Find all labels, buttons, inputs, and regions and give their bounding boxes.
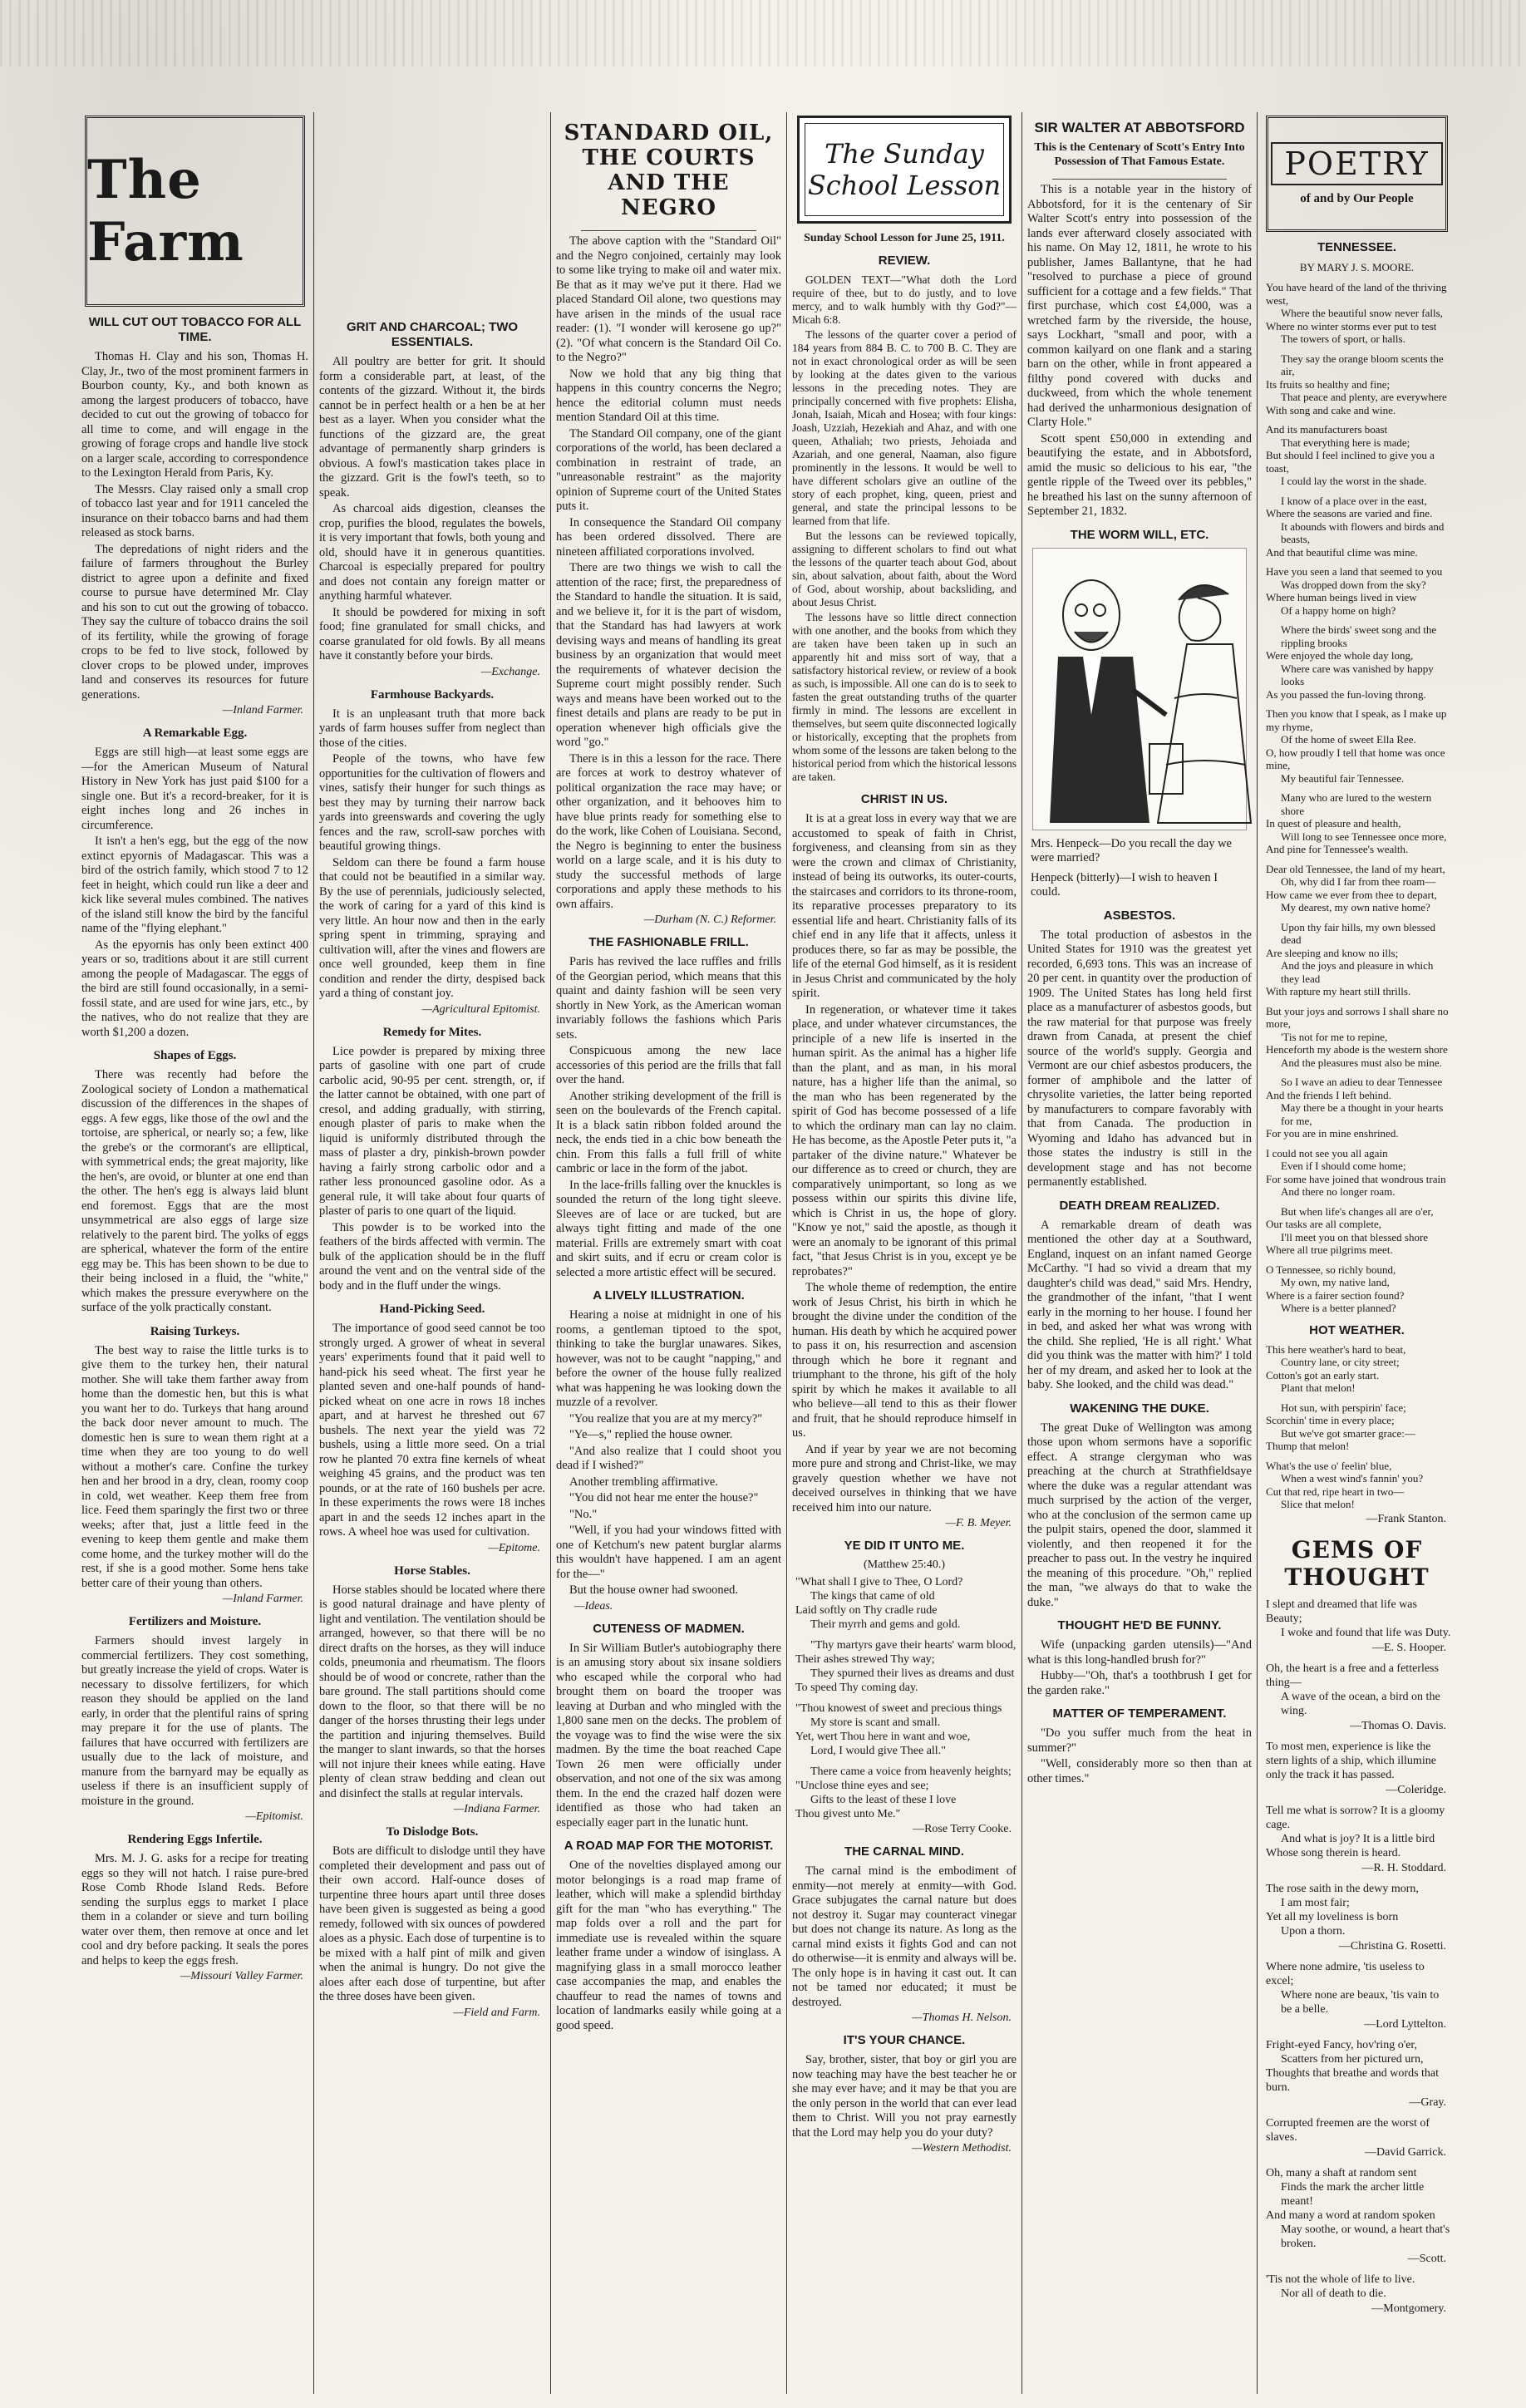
article-paragraph: In regeneration, or whatever time it takes place, and under whatever circumstances, the principle of a new life is inserted in the human spirit. As the animal has a higher life than the plant, and as man, in his moral nature, has a higher life than the animal, so the man who has been regenerated by the spirit of God has become possessed of a life to which the ordinary man can lay no claim. He has become, as the Apostle Peter puts it, "a partaker of the divine nature." Whatever be our difference as to creed or church, they are comparatively unimportant, so long as we possess within our spirits this divine life, which is Christ in us, the hope of glory. "Know ye not," said the apostle, as though it were an anomaly to be ignorant of this primal fact, "that Jesus Christ is in you, except ye be reprobates?"	[792, 1002, 1017, 1278]
gem-quote	[1263, 1662, 1451, 1718]
article-paragraph: A remarkable dream of death was mentioned the other day at a Southward, England, inquest on an infant named George McCarthy. "I had so vivid a dream that my daughter's child was dead," said Mrs. Hendry, the grandmother of the infant, "that I went early in the morning to her house. I found her in bed, and asked her what was wrong with the child. She replied, 'He is all right.' What did you think was the matter with him?' I told her of my dream, and asked her to look at the baby. She looked, and the child was dead."	[1027, 1218, 1252, 1391]
article-paragraph: This powder is to be worked into the feathers of the birds affected with vermin. The bulk of the application should be in the fluff around the vent and on the ventral side of the body and in the fluff under the wings.	[319, 1220, 545, 1293]
verse-line: Where the seasons are varied and fine.	[1266, 507, 1433, 520]
article-paragraph: Farmers should invest largely in commercial fertilizers. They cost something, but greatly increase the yield of crops. Water is necessary to dissolve fertilizers, for which reason they should be applied on the land early, in order that the plentiful rains of spring may prepare it for the use of plants. The failures that have occurred with fertilizers are usually due to the lack of moisture, and manure from the barnyard may be equally as useless if there is an insufficient supply of moisture in the ground.	[81, 1634, 308, 1808]
article-paragraph: In consequence the Standard Oil company has been ordered dissolved. There are nineteen affiliated corporations involved.	[556, 515, 781, 559]
verse-line: My own, my native land,	[1281, 1276, 1390, 1288]
verse-line: And what is joy? It is a little bird	[1281, 1832, 1435, 1845]
verse-line: When a west wind's fannin' you?	[1281, 1472, 1424, 1485]
gems-of-thought-title: GEMS OF THOUGHT	[1284, 1535, 1430, 1591]
verse-line: Its fruits so healthy and fine;	[1266, 377, 1391, 391]
stanza-break	[795, 1632, 1017, 1638]
farm-title: The Farm	[87, 149, 244, 273]
article-paragraph: And if year by year we are not becoming more pure and strong and Christ-like, we may gravely question whether we have not deceived ourselves in thinking that we have received him into our nature.	[792, 1442, 1017, 1514]
verse-line: You have heard of the land of the thriving west,	[1266, 281, 1447, 307]
headline: THE WORM WILL, ETC.	[1070, 527, 1209, 542]
article-paragraph: "Do you suffer much from the heat in summer?"	[1027, 1726, 1252, 1755]
column-editorial	[550, 112, 786, 2394]
article-paragraph: It isn't a hen's egg, but the egg of the now extinct epyornis of Madagascar. This was a bird of the ostrich family, which stood 7 to 12 feet in height, which could run like a deer and kick like several mules combined. The natives of the island still know the bird by the fanciful name of the "flying elephant."	[81, 835, 308, 935]
headline: SIR WALTER AT ABBOTSFORD	[1034, 120, 1245, 135]
verse-line: 'Tis not for me to repine,	[1281, 1030, 1388, 1043]
headline: DEATH DREAM REALIZED.	[1059, 1198, 1220, 1213]
verse-line: Where no winter storms ever put to test	[1266, 319, 1437, 332]
divider	[581, 230, 756, 231]
headline: Rendering Eggs Infertile.	[127, 1833, 263, 1846]
stanza-break	[1266, 488, 1451, 495]
page-edge-smudge	[0, 0, 1526, 66]
source-credit: —Thomas H. Nelson.	[912, 2012, 1012, 2024]
verse-line: Thou givest unto Me."	[795, 1808, 901, 1820]
verse-line: Laid softly on Thy cradle rude	[795, 1604, 938, 1617]
verse-line: Many who are lured to the western shore	[1281, 791, 1432, 817]
article-paragraph: The importance of good seed cannot be too strongly urged. A grower of wheat in several years' experiments found that it paid well to hand-pick his seed wheat. The first year he planted seven and one-half pounds of hand-picked wheat on one acre in rows 18 inches apart, and at harvest he threshed out 67 bushels. The next year the yield was 72 bushels, using a little more seed. On a trial row he planted 70 extra fine kernels of wheat weighing 45 grains, and the product was ten pounds, or at the rate of 160 bushels per acre. In these experiments the rows were 18 inches apart in and the seeds 12 inches apart in the rows. A wheel hoe was used for cultivation.	[319, 1322, 545, 1539]
stanza-break	[795, 1758, 1017, 1765]
divider	[1052, 179, 1227, 180]
headline: Farmhouse Backyards.	[370, 687, 495, 702]
verse-line: Corrupted freemen are the worst of slaves.	[1266, 2116, 1430, 2144]
verse-line: I slept and dreamed that life was Beauty;	[1266, 1598, 1417, 1625]
verse-line: Are sleeping and know no ills;	[1266, 946, 1399, 959]
source-credit: —Field and Farm.	[453, 2006, 540, 2019]
article-paragraph: The lessons have so little direct connection with one another, and the books from which they are taken have been taken up in such an apparently hit and miss sort of way, that a satisfactory historical review, or review of a book as such, is impossible. All one can do is to seek to fasten the great outstanding truths of the quarter firmly in mind. The lessons are excellent in themselves, but seem quite disconnected logically or historically, excepting that the prophets from whom some of the lessons are taken belong to the historical period from which the historical lessons are taken.	[792, 611, 1017, 783]
verse-line: I could not see you all again	[1266, 1146, 1388, 1160]
column-abbotsford	[1021, 112, 1257, 2394]
verse-line: Their myrrh and gems and gold.	[810, 1618, 961, 1631]
verse-line: Cotton's got an early start.	[1266, 1368, 1380, 1381]
verse-line: The towers of sport, or halls.	[1281, 332, 1405, 345]
verse-line: Whose song therein is heard.	[1266, 1846, 1401, 1859]
verse-line: How came we ever from thee to depart,	[1266, 888, 1437, 901]
article-paragraph: "You realize that you are at my mercy?"	[569, 1411, 763, 1426]
farm-masthead	[85, 116, 305, 307]
gem-author: —Scott.	[1407, 2252, 1446, 2265]
source-credit: —Missouri Valley Farmer.	[180, 1970, 303, 1982]
verse-line: Cut that red, ripe heart in two—	[1266, 1485, 1405, 1498]
verse-line: And that beautiful clime was mine.	[1266, 545, 1418, 559]
stanza-break	[1266, 1257, 1451, 1263]
article-paragraph: The above caption with the "Standard Oil" and the Negro conjoined, certainly may look to some like trying to make oil and water mix. Be that as it may we've put it there. Had we placed Standard Oil alone, two questions may have arisen in the minds of the usual race reader: (1). "I wonder will kerosene go up?" (2). "Of what concern is the Standard Oil Co. to the Negro?"	[556, 234, 781, 364]
gem-quote	[1263, 2038, 1451, 2095]
verse-line: This here weather's hard to beat,	[1266, 1342, 1406, 1356]
gems-list	[1263, 1598, 1451, 2316]
article-paragraph: Now we hold that any big thing that happens in this country concerns the Negro; hence the editorial column must needs mention Standard Oil at this time.	[556, 367, 781, 424]
stanza-break	[1266, 416, 1451, 423]
article-paragraph: "You did not hear me enter the house?"	[569, 1491, 759, 1504]
article-paragraph: The lessons of the quarter cover a period of 184 years from 884 B. C. to 700 B. C. They are not in exact chronological order as will be seen by looking at the dates given to the various lessons in the preceding notes. They are principally concerned with five prophets: Elisha, Jonah, Isaiah, Micah and Hosea; with four kings: Joash, Uzziah, Hezekiah and Ahaz, and with one queen, Athaliah; two priests, Jehoiada and Azariah, and one general, Naaman, also figure prominently in the lessons. It would be well to have different scholars give an outline of the story of each prophet, king, queen, priest and general, and state the principal lessons to be learned from that life.	[792, 328, 1017, 527]
verse-line: Henceforth my abode is the western shore	[1266, 1043, 1448, 1056]
verse-line: May soothe, or wound, a heart that's broken.	[1281, 2223, 1450, 2250]
verse-line: And its manufacturers boast	[1266, 423, 1388, 436]
headline: REVIEW.	[878, 254, 931, 268]
article-paragraph: There is in this a lesson for the race. There are forces at work to destroy whatever of political organization the race may have; or other organization, and it behooves him to have blue prints ready for something else to do the work, like Cohen of Louisiana. Second, the Negro is beginning to enter the business world on a large scale, and it is his duty to study the successful methods of large corporations and apply these methods to his own affairs.	[556, 751, 781, 911]
article-paragraph: Hearing a noise at midnight in one of his rooms, a gentleman tiptoed to the spot, thinking to take the burglar unawares. Sikes, however, was not to be caught "napping," and before the owner of the house fully realized what was happening he was looking down the muzzle of a revolver.	[556, 1308, 781, 1409]
verse-line: And the joys and pleasure in which they lead	[1281, 959, 1434, 985]
column-farm	[76, 112, 313, 2394]
article-paragraph: It is at a great loss in every way that we are accustomed to speak of faith in Christ, forgiveness, and cleansing from sin as they were the crown and climax of Christianity, instead of being its outworks, its outer-courts, the staircases and corridors to its throne-room, its reparative processes preparatory to its essential life and heart. Christianity falls of its chief end in any life that it affects, unless it produces there, so far as may be possible, the life of the eternal God himself, as it is resident in Jesus Christ and communicated by the holy spirit.	[792, 812, 1017, 1000]
stanza-break	[795, 1695, 1017, 1701]
verse-line: I'll meet you on that blessed shore	[1281, 1230, 1429, 1243]
verse-line: Fright-eyed Fancy, hov'ring o'er,	[1266, 2038, 1418, 2051]
stanza-break	[1266, 1069, 1451, 1076]
verse-line: Of the home of sweet Ella Ree.	[1281, 733, 1416, 746]
poem-tennessee	[1263, 281, 1451, 1315]
headline: WAKENING THE DUKE.	[1070, 1401, 1209, 1416]
headline: IT'S YOUR CHANCE.	[843, 2033, 966, 2047]
verse-line: With song and cake and wine.	[1266, 403, 1396, 416]
verse-line: Will long to see Tennessee once more,	[1281, 830, 1447, 843]
article-paragraph: Lice powder is prepared by mixing three parts of gasoline with one part of crude carbolic acid, 90-95 per cent. strength, or, if the latter cannot be obtained, with one part of cresol, and adding gradually, with stirring, enough plaster of paris to make when the liquid is uniformly distributed through the mass of plaster a dry, pinkish-brown powder having a fairly strong carbolic odor and a rather less pronounced gasoline odor. As a general rule, it will take about four quarts of plaster of paris to one quart of the liquid.	[319, 1044, 545, 1218]
verse-line: Nor all of death to die.	[1281, 2287, 1386, 2300]
verse-line: Oh, many a shaft at random sent	[1266, 2166, 1417, 2179]
article-paragraph: As the epyornis has only been extinct 400 years or so, traditions about it are still current among the people of Madagascar. The eggs of the bird are still found occasionally, in a semi-fossil state, and are used for wine jars, etc., by the natives, who do not realize that they are worth $1,200 a dozen.	[81, 938, 308, 1039]
article-paragraph: All poultry are better for grit. It should form a considerable part, at least, of the contents of the gizzard. Without it, the birds cannot be in perfect health or a hen be at her best as a layer. When you consider what the functions of the gizzard are, the great advantage of permanently sharp grinders is obvious. A fowl's mastication takes place in the gizzard. Grit is the fowl's teeth, so to speak.	[319, 355, 545, 500]
verse-line: And pine for Tennessee's wealth.	[1266, 843, 1409, 855]
stanza-break	[1266, 998, 1451, 1005]
verse-line: Even if I should come home;	[1281, 1160, 1406, 1172]
gem-author: —Montgomery.	[1371, 2302, 1446, 2315]
article-paragraph: The whole theme of redemption, the entire work of Jesus Christ, his birth in which he brought the divine under the condition of the human. His death by which he acquired power to pass it on, his resurrection and ascension through which he bore it regnant and triumphant to the throne, his gift of the holy spirit by which he makes it available to all who believe—all tend to this as their flower and fruit, that he should reproduce himself in us.	[792, 1281, 1017, 1440]
article-paragraph: "Well, considerably more so then than at other times."	[1027, 1757, 1252, 1785]
headline: Shapes of Eggs.	[153, 1049, 237, 1062]
article-paragraph: But the lessons can be reviewed topically, assigning to different scholars to find out what the lessons of the quarter teach about God, about sin, about salvation, about faith, about the Word of God, about worship, about backsliding, and about Jesus Christ.	[792, 529, 1017, 608]
poetry-masthead	[1266, 116, 1448, 232]
verse-line: Where is a fairer section found?	[1266, 1288, 1405, 1302]
gem-quote	[1263, 1740, 1451, 1782]
gem-author: —Lord Lyttelton.	[1364, 2017, 1446, 2031]
article-paragraph: "No."	[569, 1507, 598, 1521]
verse-line: But your joys and sorrows I shall share no more,	[1266, 1004, 1449, 1030]
verse-line: Finds the mark the archer little meant!	[1281, 2180, 1425, 2208]
verse-line: Where care was vanished by happy looks	[1281, 662, 1434, 687]
poem-author: —Rose Terry Cooke.	[913, 1823, 1012, 1835]
article-paragraph: The Messrs. Clay raised only a small crop of tobacco last year and for 1911 canceled the insurance on their tobacco barns and had them released as stock barns.	[81, 482, 308, 539]
article-paragraph: "Well, if you had your windows fitted with one of Ketchum's new patent burglar alarms this wouldn't have happened. I am an agent for the—"	[556, 1524, 781, 1581]
article-paragraph: There was recently had before the Zoological society of London a mathematical discussion of the differences in the shapes of eggs. A few eggs, like those of the owl and the tortoise, are spherical, or nearly so; a few, like the grebe's or the cormorant's are elliptical, with symmetrical ends; the great majority, like the hen's, are ovoid, or blunter at one end than the other. The hen's egg is always laid blunt end foremost. Eggs that are the most unsymmetrical are also eggs of large size relatively to the parent bird. The yolks of eggs are spherical, whatever the form of the entire egg may be. This has been shown to be due to their being inclosed in a fluid, the "white," which makes the pressure everywhere on the surface of the yolk practically constant.	[81, 1068, 308, 1314]
source-credit: —Exchange.	[480, 665, 540, 678]
gem-author: —Coleridge.	[1386, 1783, 1446, 1796]
verse-line: What's the use o' feelin' blue,	[1266, 1459, 1392, 1472]
article-paragraph: Another trembling affirmative.	[569, 1475, 718, 1489]
verse-line: To speed Thy coming day.	[795, 1682, 918, 1694]
verse-line: Yet all my loveliness is born	[1266, 1910, 1399, 1923]
verse-line: To most men, experience is like the stern lights of a ship, which illumine only the track it has passed.	[1266, 1740, 1436, 1781]
cartoon-caption: Mrs. Henpeck—Do you recall the day we were married?	[1031, 836, 1232, 864]
verse-line: That peace and plenty, are everywhere	[1281, 391, 1447, 403]
stanza-break	[1266, 346, 1451, 352]
stanza-break	[1266, 701, 1451, 707]
verse-line: I know of a place over in the east,	[1281, 494, 1427, 507]
verse-line: I am most fair;	[1281, 1896, 1350, 1909]
article-paragraph: The depredations of night riders and the failure of farmers throughout the Burley district to agree upon a definite and fixed course to pursue have determined Mr. Clay and his son to cut out the growing of tobacco. They say the culture of tobacco drains the soil of its fertility, while the growing of forage crops to be fed to live stock, followed by clover crops to be plowed under, improves land and conserves its resources for future generations.	[81, 542, 308, 702]
cartoon-illustration	[1032, 548, 1247, 830]
gem-author: —E. S. Hooper.	[1371, 1641, 1446, 1654]
article-paragraph: Seldom can there be found a farm house that could not be beautified in a similar way. By the use of perennials, judiciously selected, the work of caring for a yard of this kind is very little. An hour now and then in the early spring spent in trimming, spraying and cultivation will, after the vines and flowers are once well grounded, keep them in fine condition and render the dirty, despised back yard a thing of constant joy.	[319, 855, 545, 1000]
article-paragraph: Scott spent £50,000 in extending and beautifying the estate, and in Abbotsford, amid the music so delicious to his ear, "the gentle ripple of the Tweed over its pebbles," he breathed his last on the sunny afternoon of September 21, 1832.	[1027, 431, 1252, 518]
article-paragraph: This is a notable year in the history of Abbotsford, for it is the centenary of Sir Walter Scott's entry into possession of the lands ever afterward closely associated with his name. On May 12, 1811, he wrote to his publisher, James Ballantyne, that he had "resolved to purchase a piece of ground sufficient for a cottage and a few fields." That first purchase, which cost £4,000, was a wretched farm by the riverside, the house, says Lockhart, "small and poor, with a common kailyard on one flank and a staring barn on the other, while in front appeared a filthy pond covered with ducks and duckweed, from which the whole tenement had derived the unharmonious designation of Clarty Hole."	[1027, 183, 1252, 429]
gem-author: —Thomas O. Davis.	[1350, 1719, 1446, 1732]
stanza-break	[1266, 1453, 1451, 1460]
article-paragraph: The carnal mind is the embodiment of enmity—not merely at enmity—with God. Grace subjugates the carnal nature but does not destroy it. Sugar may counteract vinegar but does not change its nature. As long as the carnal mind exists it fights God and can not do otherwise—it is enmity and always will be. The only hope is in having it cast out. It can not be tamed nor educated; it must be destroyed.	[792, 1864, 1017, 2009]
verse-line: Scatters from her pictured urn,	[1281, 2052, 1424, 2066]
stanza-break	[1266, 559, 1451, 565]
source-credit: —Epitome.	[488, 1541, 540, 1554]
gem-quote	[1263, 2166, 1451, 2251]
verse-line: Where none are beaux, 'tis vain to be a belle.	[1281, 1988, 1440, 2016]
bible-reference: (Matthew 25:40.)	[864, 1559, 945, 1571]
article-paragraph: GOLDEN TEXT—"What doth the Lord require of thee, but to do justly, and to love mercy, and to walk humbly with thy God?"—Micah 6:8.	[792, 273, 1017, 326]
article-paragraph: The great Duke of Wellington was among those upon whom sermons have a soporific effect. A strange clergyman who was preaching at the church at Strathfieldsaye where the duke was a regular attendant was much surprised by the action of the verger, who at the conclusion of the sermon came up the pulpit stairs, opened the door, slammed it violently, and then reopened it for the preacher to pass out. In the vestry he inquired the meaning of this procedure. "Oh," replied the man, "we always do that to wake the duke."	[1027, 1421, 1252, 1609]
headline: MATTER OF TEMPERAMENT.	[1052, 1706, 1227, 1721]
verse-line: And the pleasures must also be mine.	[1281, 1056, 1442, 1069]
headline: GRIT AND CHARCOAL; TWO ESSENTIALS.	[346, 320, 519, 349]
headline: THOUGHT HE'D BE FUNNY.	[1057, 1618, 1222, 1632]
headline: Remedy for Mites.	[382, 1025, 482, 1039]
headline: Horse Stables.	[394, 1563, 470, 1578]
verse-line: Lord, I would give Thee all."	[810, 1745, 946, 1757]
headline: Raising Turkeys.	[150, 1324, 240, 1338]
verse-line: As you passed the fun-loving throng.	[1266, 687, 1426, 701]
verse-line: For you are in mine enshrined.	[1266, 1127, 1399, 1140]
verse-line: But when life's changes all are o'er,	[1281, 1204, 1434, 1218]
sunday-school-title: The Sunday School Lesson	[805, 123, 1004, 216]
verse-line: Oh, the heart is a free and a fetterless thing—	[1266, 1662, 1439, 1689]
headline: THE FASHIONABLE FRILL.	[588, 935, 749, 949]
headline: Hand-Picking Seed.	[379, 1302, 485, 1316]
poem-byline: BY MARY J. S. MOORE.	[1299, 261, 1415, 273]
headline: To Dislodge Bots.	[386, 1825, 479, 1839]
column-poetry	[1257, 112, 1456, 2394]
verse-line: Our tasks are all complete,	[1266, 1218, 1381, 1230]
masthead-spacer	[319, 112, 545, 312]
article-paragraph: One of the novelties displayed among our motor belongings is a road map frame of leather, which will make a splendid birthday gift for the man "who has everything." The map folds over a roll and the part for immediate use is revealed within the square leather frame under a window of isinglass. A magnifying glass in a small morocco leather case accompanies the map, and enables the chauffeur to read the names of towns and location of landmarks easily while going at a good speed.	[556, 1859, 781, 2032]
headline: WILL CUT OUT TOBACCO FOR ALL TIME.	[88, 315, 302, 344]
verse-line: Upon thy fair hills, my own blessed dead	[1281, 920, 1435, 946]
verse-line: Where the beautiful snow never falls,	[1281, 307, 1443, 319]
stanza-break	[1266, 785, 1451, 791]
article-paragraph: Thomas H. Clay and his son, Thomas H. Clay, Jr., two of the most prominent farmers in Bourbon county, Ky., and both known as among the largest producers of tobacco, have decided to cut out the growing of tobacco for all time to come, and will engage in the growing of forage crops and handle live stock on a larger scale, according to correspondence to the Lexington Herald from Paris, Ky.	[81, 350, 308, 480]
gem-quote	[1263, 1598, 1451, 1640]
gem-quote	[1263, 1804, 1451, 1860]
verse-line: May there be a thought in your hearts for me,	[1281, 1101, 1444, 1127]
verse-line: Thump that melon!	[1266, 1440, 1350, 1452]
verse-line: Dear old Tennessee, the land of my heart,	[1266, 862, 1445, 875]
article-paragraph: Conspicuous among the new lace accessories of this period are the frills that fall over the hand.	[556, 1044, 781, 1086]
source-credit: —Ideas.	[574, 1599, 613, 1613]
verse-line: The rose saith in the dewy morn,	[1266, 1882, 1419, 1895]
article-paragraph: Say, brother, sister, that boy or girl you are now teaching may have the best teacher he or she may ever have; and it may be that you are the only person in the world that can ever lead them to Christ. Will you not pray earnestly that the Lord may help you do your duty?	[792, 2053, 1017, 2140]
verse-line: Of a happy home on high?	[1281, 603, 1396, 617]
verse-line: There came a voice from heavenly heights;	[810, 1765, 1012, 1778]
gem-author: —Gray.	[1409, 2095, 1446, 2109]
headline: THE CARNAL MIND.	[844, 1844, 964, 1859]
verse-line: Hot sun, with perspirin' face;	[1281, 1401, 1406, 1414]
source-credit: —Epitomist.	[245, 1810, 303, 1823]
verse-line: And many a word at random spoken	[1266, 2209, 1435, 2222]
stanza-break	[1266, 617, 1451, 623]
verse-line: My dearest, my own native home?	[1281, 901, 1430, 913]
poem-title: TENNESSEE.	[1317, 240, 1397, 254]
verse-line: Tell me what is sorrow? It is a gloomy cage.	[1266, 1804, 1445, 1831]
verse-line: Yet, wert Thou here in want and woe,	[795, 1731, 971, 1743]
article-paragraph: There are two things we wish to call the attention of the race; first, the preparedness of the Standard to handle the situation. It is said, and we believe it, for it is the part of wisdom, that the Standard has had lawyers at work devising ways and means of handling its great business by an organization that would meet the requirements of whatever decision the Supreme court might possibly render. Such ways and means have been worked out to the finest details and plans are ready to be put in operation whenever high officials give the word "go."	[556, 561, 781, 749]
verse-line: And there no longer roam.	[1281, 1185, 1396, 1198]
article-paragraph: The best way to raise the little turks is to give them to the turkey hen, their natural mother. She will take them farther away from home than the domestic hen, but this is what you want her to do. Turkeys that hang around the back door never amount to much. The domestic hen is sure to wean them right at a time when they are too young to do well without a mother's care. Confine the turkey hen and her brood in a dry, clean, roomy coop in cold, wet weather. Keep them free from lice. Feed them sparingly the first two or three weeks; after that, just a little feed in the evening to keep them gentle and make them come home, and the turkey mother will do the rest, if she is a good mother. Some hens take better care of their young than others.	[81, 1343, 308, 1590]
verse-line: For some have joined that wondrous train	[1266, 1172, 1446, 1185]
sunday-school-masthead	[797, 116, 1012, 224]
article-paragraph: Wife (unpacking garden utensils)—"And what is this long-handled brush for?"	[1027, 1638, 1252, 1667]
verse-line: The kings that came of old	[810, 1590, 935, 1603]
verse-line: With rapture my heart still thrills.	[1266, 985, 1411, 997]
verse-line: Oh, why did I far from thee roam—	[1281, 875, 1436, 888]
article-paragraph: "And also realize that I could shoot you dead if I wished?"	[556, 1444, 781, 1472]
source-credit: —Western Methodist.	[911, 2142, 1012, 2154]
verse-line: Scorchin' time in every place;	[1266, 1414, 1395, 1426]
article-paragraph: As charcoal aids digestion, cleanses the crop, purifies the blood, regulates the bowels, it is very important that fowls, both young and old, should have it in generous quantities. Charcoal is especially prepared for poultry and does not contain any foreign matter or anything harmful whatever.	[319, 502, 545, 603]
subheadline: This is the Centenary of Scott's Entry Into Possession of That Famous Estate.	[1034, 141, 1245, 168]
verse-line: Country lane, or city street;	[1281, 1356, 1400, 1368]
verse-line: So I wave an adieu to dear Tennessee	[1281, 1076, 1443, 1088]
source-credit: —Durham (N. C.) Reformer.	[643, 913, 776, 926]
article-paragraph: People of the towns, who have few opportunities for the cultivation of flowers and vines, satisfy their hunger for such things as best they may by turning their narrow back yards into greenswards and covering the ugly fences and the raw, scroll-saw porches with beautiful growing things.	[319, 752, 545, 853]
gem-quote	[1263, 2116, 1451, 2145]
verse-line: Thoughts that breathe and words that burn.	[1266, 2066, 1440, 2094]
source-credit: —Inland Farmer.	[222, 704, 303, 716]
verse-line: They spurned their lives as dreams and dust	[810, 1667, 1015, 1680]
article-paragraph: It should be powdered for mixing in soft food; fine granulated for small chicks, and coarse granulated for old fowls. By all means have it constantly before your birds.	[319, 605, 545, 662]
column-poultry	[313, 112, 550, 2394]
verse-line: I woke and found that life was Duty.	[1281, 1626, 1451, 1639]
headline: CHRIST IN US.	[860, 792, 948, 806]
source-credit: —Inland Farmer.	[222, 1593, 303, 1605]
article-paragraph: In the lace-frills falling over the knuckles is sounded the return of the long tight sleeve. Sleeves are of lace or are tucked, but are always tight fitting and made of the one material. Frills are extremely smart with coat and skirt suits, and if ecru or cream color is selected a more artistic effect will be secured.	[556, 1178, 781, 1279]
poem-hot-weather	[1263, 1343, 1451, 1511]
article-paragraph: Mrs. M. J. G. asks for a recipe for treating eggs so they will not hatch. I raise pure-bred Rose Comb Rhode Island Reds. Before sending the surplus eggs to market I place them in a colander or sieve and turn boiling water over them, then remove at once and let cool and dry before packing. It seals the pores and helps to keep the eggs fresh.	[81, 1852, 308, 1967]
headline: A ROAD MAP FOR THE MOTORIST.	[564, 1839, 774, 1853]
headline: CUTENESS OF MADMEN.	[593, 1621, 745, 1636]
column-sunday-school	[786, 112, 1021, 2394]
stanza-break	[1266, 1140, 1451, 1147]
lesson-date: Sunday School Lesson for June 25, 1911.	[804, 232, 1005, 244]
headline: ASBESTOS.	[1103, 908, 1176, 923]
verse-line: I could lay the worst in the shade.	[1281, 475, 1427, 487]
article-paragraph: The Standard Oil company, one of the giant corporations of the world, has been declared a combination in restraint of trade, an "unreasonable restraint" as the majority opinion of Supreme court of the United States puts it.	[556, 426, 781, 513]
verse-line: Where all true pilgrims meet.	[1266, 1243, 1393, 1256]
gem-quote	[1263, 1882, 1451, 1938]
verse-line: Where the birds' sweet song and the rippling brooks	[1281, 623, 1437, 649]
verse-line: My store is scant and small.	[810, 1716, 941, 1729]
verse-line: Where human beings lived in view	[1266, 591, 1417, 603]
verse-line: They say the orange bloom scents the air,	[1281, 352, 1444, 377]
verse-line: Where none admire, 'tis useless to excel;	[1266, 1960, 1425, 1987]
verse-line: "Thou knowest of sweet and precious things	[795, 1702, 1002, 1715]
article-paragraph: Another striking development of the frill is seen on the boulevards of the French capital. It is a black satin ribbon folded around the neck, the ends tied in a chic bow beneath the chin. From this falls a full frill of white cambric or lace in the form of the jabot.	[556, 1089, 781, 1175]
verse-line: Gifts to the least of these I love	[810, 1794, 957, 1806]
article-paragraph: Bots are difficult to dislodge until they have completed their development and pass out of their own accord. Half-ounce doses of turpentine three hours apart until three doses have been given is suggested as being a good remedy, followed with six ounces of powdered aloes as a physic. Each dose of turpentine is to be mixed with a half pint of milk and given when the animal is hungry. Do not give the aloes after each dose of turpentine, but after the three doses have been given.	[319, 1844, 545, 2003]
verse-line: Where is a better planned?	[1281, 1302, 1396, 1314]
stanza-break	[1266, 856, 1451, 863]
verse-line: Was dropped down from the sky?	[1281, 578, 1426, 591]
stanza-break	[1266, 1395, 1451, 1401]
poem-title: HOT WEATHER.	[1309, 1322, 1405, 1337]
cartoon-caption: Henpeck (bitterly)—I wish to heaven I could.	[1031, 870, 1218, 899]
verse-line: It abounds with flowers and birds and beasts,	[1281, 520, 1445, 545]
verse-line: O Tennessee, so richly bound,	[1266, 1263, 1396, 1276]
headline: Fertilizers and Moisture.	[128, 1615, 262, 1628]
verse-line: But should I feel inclined to give you a toast,	[1266, 449, 1435, 475]
headline: YE DID IT UNTO ME.	[844, 1539, 965, 1553]
verse-line: But we've got smarter grace:—	[1281, 1426, 1415, 1440]
article-paragraph: "Ye—s," replied the house owner.	[569, 1428, 733, 1441]
article-paragraph: The total production of asbestos in the United States for 1910 was the greatest yet recorded, 6,693 tons. This was an increase of 20 per cent. in quantity over the production of 1909. The United States has long held first place as a manufacturer of asbestos goods, but the raw material for that purpose was freely drawn from Canada, at present the chief source of the world's supply. Georgia and Vermont are our chief asbestos producers, the former of amphibole and the latter of chrysolite varieties, the latter being reported by manufacturers to compare favorably with that from Canada. The production in Wyoming and Idaho has advanced but in those states the industry is still in the development stage and has not become permanently established.	[1027, 928, 1252, 1189]
gem-author: —R. H. Stoddard.	[1361, 1861, 1446, 1874]
cartoon-drawing	[1033, 549, 1257, 830]
article-paragraph: Paris has revived the lace ruffles and frills of the Georgian period, which means that this quaint and dainty fashion will be seen very shortly in New York, as the American woman invariably follows the fashions which Paris sets.	[556, 955, 781, 1041]
article-paragraph: Hubby—"Oh, that's a toothbrush I get for the garden rake."	[1027, 1669, 1252, 1697]
verse-line: Were enjoyed the whole day long,	[1266, 649, 1414, 662]
article-paragraph: Eggs are still high—at least some eggs are—for the American Museum of Natural History in New York has just paid $100 for a single one. But it's a record-breaker, for it is eight inches long and 26 inches in circumference.	[81, 746, 308, 832]
stanza-break	[1266, 914, 1451, 921]
editorial-headline: STANDARD OIL, THE COURTS AND THE NEGRO	[564, 121, 774, 220]
article-paragraph: Horse stables should be located where there is good natural drainage and have plenty of light and ventilation. The ventilation should be arranged, however, so that there will be no direct drafts on the horses, as they will induce colds, pneumonia and rheumatism. The floors should be of wood or concrete, rather than the bare ground. The stall partitions should come down to the floor, so that there will be no danger of the horses thrusting their legs under the partition and injuring themselves. Build the manger to slant inwards, so that the horses will not injure their knees while eating. Have plenty of clean straw bedding and clean out and disinfect the stalls at regular intervals.	[319, 1583, 545, 1800]
article-paragraph: But the house owner had swooned.	[569, 1583, 738, 1597]
headline: A Remarkable Egg.	[142, 726, 248, 740]
poem-ye-did-it	[792, 1575, 1017, 1821]
poem-author: —Frank Stanton.	[1366, 1512, 1446, 1525]
source-credit: —F. B. Meyer.	[945, 1517, 1012, 1529]
gem-quote	[1263, 1960, 1451, 2017]
verse-line: 'Tis not the whole of life to live.	[1266, 2273, 1415, 2286]
verse-line: That everything here is made;	[1281, 436, 1410, 449]
verse-line: "Unclose thine eyes and see;	[795, 1780, 929, 1792]
poetry-subtitle: of and by Our People	[1300, 191, 1414, 205]
verse-line: A wave of the ocean, a bird on the wing.	[1281, 1690, 1440, 1717]
poetry-title: POETRY	[1271, 142, 1442, 185]
verse-line: Then you know that I speak, as I make up my rhyme,	[1266, 707, 1447, 733]
verse-line: Plant that melon!	[1281, 1381, 1356, 1394]
gem-author: —David Garrick.	[1365, 2145, 1446, 2159]
gem-quote	[1263, 2273, 1451, 2301]
article-paragraph: It is an unpleasant truth that more back yards of farm houses suffer from neglect than those of the cities.	[319, 707, 545, 750]
stanza-break	[1266, 1199, 1451, 1205]
source-credit: —Agricultural Epitomist.	[421, 1002, 540, 1016]
verse-line: "Thy martyrs gave their hearts' warm blood,	[810, 1639, 1017, 1652]
verse-line: O, how proudly I tell that home was once mine,	[1266, 746, 1445, 771]
verse-line: My beautiful fair Tennessee.	[1281, 771, 1405, 785]
verse-line: "What shall I give to Thee, O Lord?	[795, 1576, 963, 1588]
verse-line: Upon a thorn.	[1281, 1924, 1346, 1938]
headline: A LIVELY ILLUSTRATION.	[593, 1288, 745, 1302]
verse-line: Have you seen a land that seemed to you	[1266, 565, 1443, 578]
article-paragraph: In Sir William Butler's autobiography there is an amusing story about six insane soldiers who escaped while the corporal who had brought them on board the trooper was leaving at Durban and who mingled with the 1,800 sane men on the decks. The problem of the voyage was to find the wise were the six madmen. By the time the boat reached Cape Town 26 men were officially under observation, and not one of the six was among them. In the end the crazed half dozen were identified as those who had taken an especially eager part in the lunatic hunt.	[556, 1641, 781, 1829]
verse-line: Their ashes strewed Thy way;	[795, 1653, 935, 1666]
gem-author: —Christina G. Rosetti.	[1338, 1939, 1446, 1952]
verse-line: And the friends I left behind.	[1266, 1088, 1391, 1101]
source-credit: —Indiana Farmer.	[453, 1803, 540, 1815]
verse-line: In quest of pleasure and health,	[1266, 817, 1401, 830]
verse-line: Slice that melon!	[1281, 1498, 1355, 1510]
